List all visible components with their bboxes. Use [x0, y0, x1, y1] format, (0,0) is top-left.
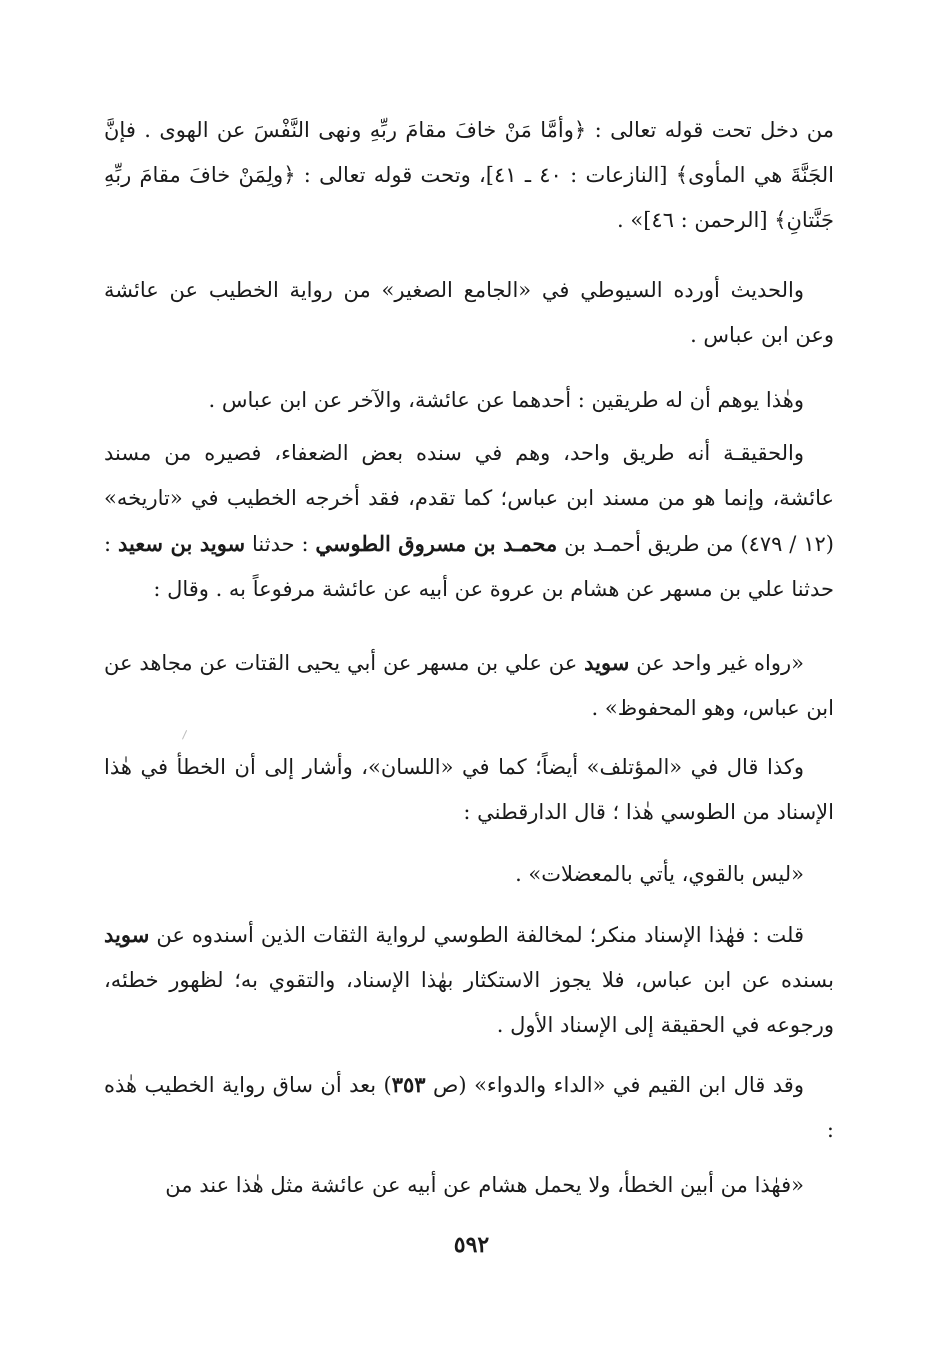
- paragraph-two-routes: [104, 378, 834, 423]
- paragraph-text: وهٰذا يوهم أن له طريقين : أحدهما عن عائشة، والآخر عن ابن عباس .: [208, 388, 804, 412]
- paragraph-text: بسنده عن ابن عباس، فلا يجوز الاستكثار بهٰذا الإسناد، والتقوي به؛ لظهور خطئه، ورجوعه في الحقيقة إلى الإسناد الأول .: [104, 968, 834, 1037]
- stray-pen-mark: [182, 730, 188, 740]
- paragraph-text: وكذا قال في «المؤتلف» أيضاً؛ كما في «اللسان»، وأشار إلى أن الخطأ في هٰذا الإسناد من الطوسي هٰذا ؛ قال الدارقطني :: [104, 755, 834, 824]
- paragraph-text: «فهٰذا من أبين الخطأ، ولا يحمل هشام عن أبيه عن عائشة مثل هٰذا عند من: [165, 1173, 804, 1197]
- paragraph-text: «رواه غير واحد عن: [629, 651, 804, 675]
- paragraph-text: من دخل تحت قوله تعالى : ﴿وأمَّا مَنْ خافَ مقامَ ربِّهِ ونهى النَّفْسَ عن الهوى . فإنَّ الجَنَّةَ هي المأوى﴾ [النازعات : ٤٠ ـ ٤١]، وتحت قوله تعالى : ﴿ولِمَنْ خافَ مقامَ ربِّهِ جَنَّتانِ﴾ [الرحمن : ٤٦]» .: [104, 118, 834, 232]
- paragraph-daraqutni-quote: [104, 852, 834, 897]
- paragraph-mutalif: [104, 745, 834, 835]
- page-reference-bold: ٣٥٣: [391, 1072, 426, 1097]
- paragraph-text: ) بعد أن ساق رواية الخطيب هٰذه :: [104, 1073, 834, 1142]
- paragraph-text: : حدثنا علي بن مسهر عن هشام بن عروة عن أبيه عن عائشة مرفوعاً به . وقال :: [104, 532, 834, 601]
- paragraph-text: «ليس بالقوي، يأتي بالمعضلات» .: [515, 862, 804, 886]
- paragraph-text: وقد قال ابن القيم في «الداء والدواء» (ص: [425, 1073, 804, 1097]
- paragraph-quran-continuation: [104, 108, 834, 243]
- page-number: ٥٩٢: [453, 1232, 490, 1258]
- paragraph-single-route: [104, 431, 834, 612]
- narrator-name-bold: سويد: [104, 922, 150, 947]
- paragraph-quote-narration: [104, 640, 834, 731]
- paragraph-text: قلت : فهٰذا الإسناد منكر؛ لمخالفة الطوسي لرواية الثقات الذين أسندوه عن: [149, 923, 804, 947]
- paragraph-text: والحديث أورده السيوطي في «الجامع الصغير» من رواية الخطيب عن عائشة وعن ابن عباس .: [104, 278, 834, 347]
- paragraph-ibn-qayyim: [104, 1062, 834, 1153]
- paragraph-text: : حدثنا: [245, 532, 316, 556]
- paragraph-suyuti: [104, 268, 834, 358]
- paragraph-text: والحقيقـة أنه طريق واحد، وهم في سنده بعض الضعفاء، فصيره من مسند عائشة، وإنما هو من مسند ابن عباس؛ كما تقدم، فقد أخرجه الخطيب في «تاريخه» (١٢ / ٤٧٩) من طريق أحمـد بن: [104, 441, 834, 556]
- paragraph-final-quote: [104, 1163, 834, 1208]
- narrator-name-bold: محمـد بن مسروق الطوسي: [315, 531, 558, 556]
- paragraph-verdict: [104, 912, 834, 1048]
- narrator-name-bold: سويد بن سعيد: [117, 531, 246, 556]
- narrator-name-bold: سويد: [584, 650, 630, 675]
- paragraph-text: عن علي بن مسهر عن أبي يحيى القتات عن مجاهد عن ابن عباس، وهو المحفوظ» .: [104, 651, 834, 720]
